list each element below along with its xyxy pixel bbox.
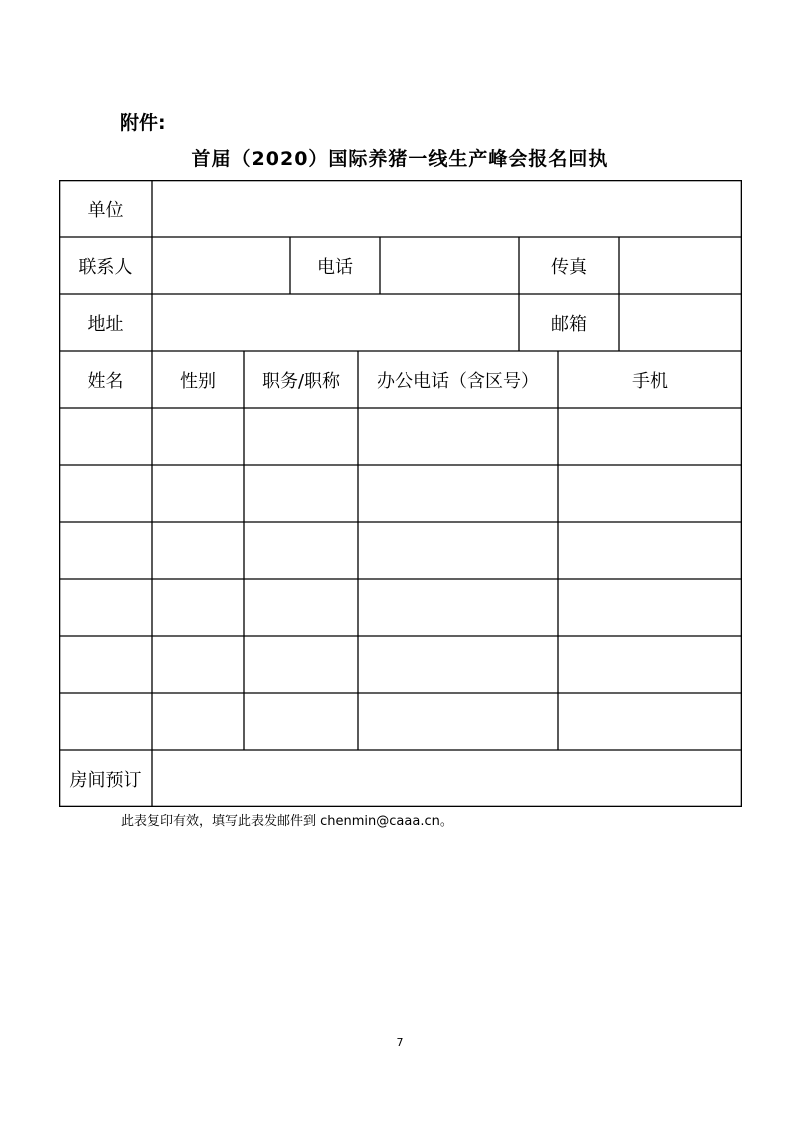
attendee-row[interactable]: [59, 522, 742, 579]
room-booking-label: 房间预订: [69, 769, 142, 791]
fax-label: 传真: [551, 256, 587, 278]
header-position: 职务/职称: [261, 370, 341, 392]
attendee-row[interactable]: [59, 408, 742, 465]
attendee-row[interactable]: [59, 465, 742, 522]
header-gender: 性别: [180, 370, 216, 392]
phone-label: 电话: [317, 256, 353, 278]
footnote: 此表复印有效，填写此表发邮件到 chenmin@caaa.cn。: [121, 814, 453, 829]
address-label: 地址: [87, 313, 124, 335]
address-field[interactable]: [152, 294, 519, 351]
page-title: 首届（2020）国际养猪一线生产峰会报名回执: [191, 148, 609, 170]
attendee-row[interactable]: [59, 693, 742, 750]
unit-field[interactable]: [152, 180, 742, 237]
attendee-row[interactable]: [59, 636, 742, 693]
contact-label: 联系人: [78, 256, 133, 278]
header-mobile: 手机: [632, 370, 668, 392]
phone-field[interactable]: [380, 237, 519, 294]
header-office-phone: 办公电话（含区号）: [377, 370, 539, 392]
room-booking-field[interactable]: [152, 750, 742, 807]
registration-form-table: [59, 180, 742, 807]
attendee-row[interactable]: [59, 579, 742, 636]
attachment-label: 附件:: [120, 112, 166, 134]
fax-field[interactable]: [619, 237, 742, 294]
email-field[interactable]: [619, 294, 742, 351]
email-label: 邮箱: [551, 313, 587, 335]
unit-label: 单位: [87, 199, 124, 221]
page-number: 7: [396, 1036, 404, 1049]
contact-field[interactable]: [152, 237, 290, 294]
header-name: 姓名: [87, 370, 124, 392]
